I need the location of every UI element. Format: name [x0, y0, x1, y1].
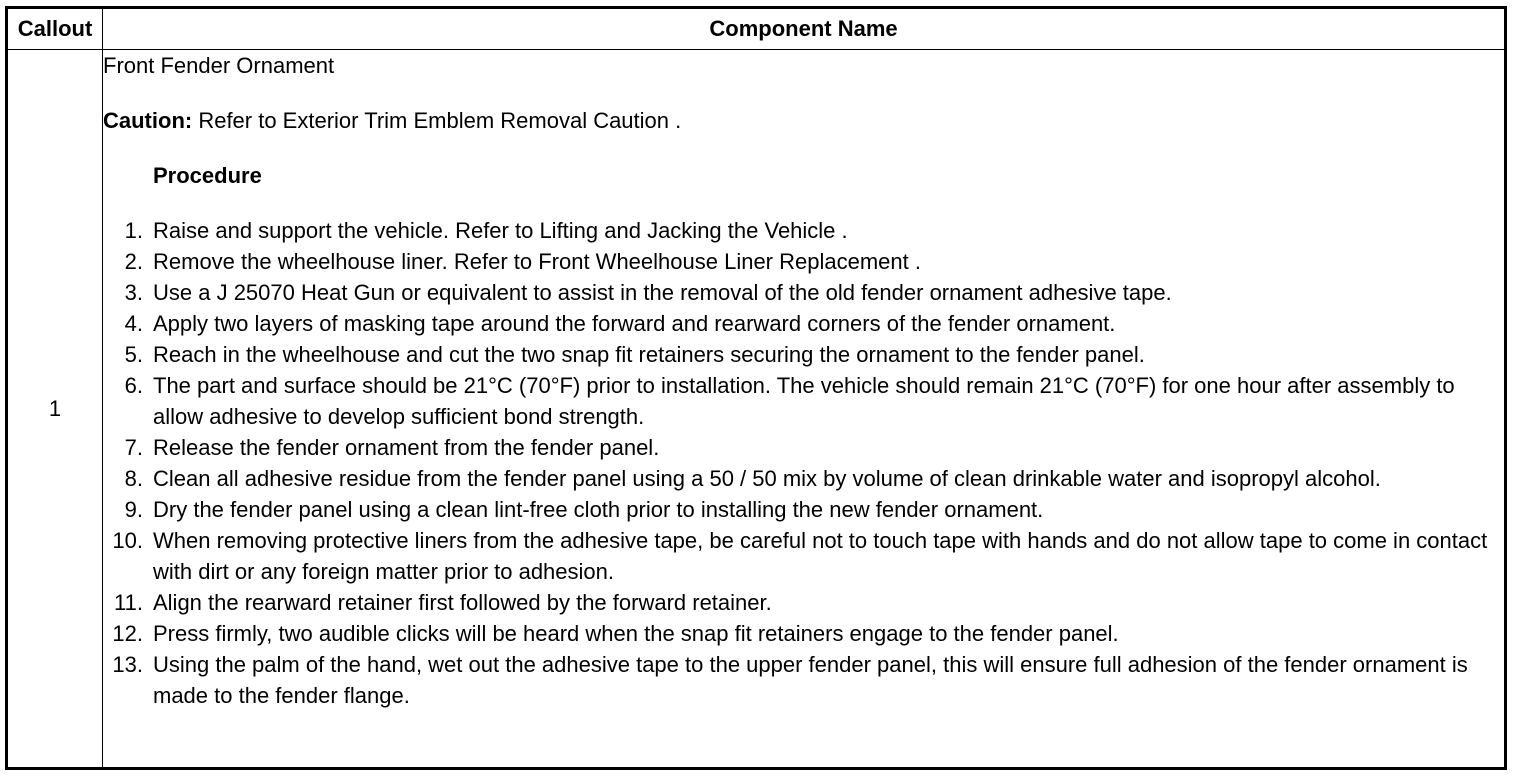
step-number: 8. — [124, 466, 143, 491]
step-number: 9. — [124, 497, 143, 522]
procedure-step — [103, 370, 1504, 432]
procedure-step — [103, 494, 1504, 525]
step-number: 13. — [112, 652, 143, 677]
step-text: Reach in the wheelhouse and cut the two snap fit retainers securing the ornament to the fender panel. — [153, 342, 1145, 367]
caution-label: Caution: — [103, 108, 193, 133]
procedure-step — [103, 525, 1504, 587]
step-text: Using the palm of the hand, wet out the adhesive tape to the upper fender panel, this will ensure full adhesion of the fender ornament is made to the fender flange. — [153, 652, 1468, 708]
header-row — [7, 8, 1506, 50]
caution-note — [103, 105, 1504, 136]
step-number: 11. — [114, 590, 143, 615]
step-text: Use a J 25070 Heat Gun or equivalent to assist in the removal of the old fender ornament adhesive tape. — [153, 280, 1172, 305]
step-number: 3. — [124, 280, 143, 305]
procedure-step — [103, 587, 1504, 618]
procedure-step — [103, 339, 1504, 370]
step-text: Apply two layers of masking tape around the forward and rearward corners of the fender ornament. — [153, 311, 1116, 336]
step-text: When removing protective liners from the adhesive tape, be careful not to touch tape with hands and do not allow tape to come in contact with dirt or any foreign matter prior to adhesion. — [153, 528, 1488, 584]
caution-text: Refer to Exterior Trim Emblem Removal Caution . — [192, 108, 682, 133]
procedure-steps — [103, 215, 1504, 711]
step-number: 10. — [112, 528, 143, 553]
step-number: 6. — [124, 373, 143, 398]
procedure-step — [103, 463, 1504, 494]
callout-header: Callout — [7, 8, 103, 50]
step-number: 12. — [112, 621, 143, 646]
step-text: Press firmly, two audible clicks will be heard when the snap fit retainers engage to the fender panel. — [153, 621, 1119, 646]
procedure-step — [103, 649, 1504, 711]
table-row — [7, 50, 1506, 769]
component-cell — [103, 50, 1506, 769]
callout-cell: 1 — [7, 50, 103, 769]
step-number: 2. — [124, 249, 143, 274]
procedure-heading: Procedure — [153, 163, 262, 188]
step-text: Clean all adhesive residue from the fender panel using a 50 / 50 mix by volume of clean drinkable water and isopropyl alcohol. — [153, 466, 1381, 491]
step-text: Release the fender ornament from the fender panel. — [153, 435, 660, 460]
procedure-step — [103, 246, 1504, 277]
step-text: The part and surface should be 21°C (70°F) prior to installation. The vehicle should remain 21°C (70°F) for one hour after assembly to allow adhesive to develop sufficient bond strength. — [153, 373, 1455, 429]
step-number: 4. — [124, 311, 143, 336]
component-table — [5, 6, 1507, 770]
component-name-header: Component Name — [103, 8, 1506, 50]
step-text: Raise and support the vehicle. Refer to Lifting and Jacking the Vehicle . — [153, 218, 848, 243]
procedure-step — [103, 432, 1504, 463]
step-text: Dry the fender panel using a clean lint-free cloth prior to installing the new fender ornament. — [153, 497, 1044, 522]
step-number: 1. — [124, 218, 143, 243]
component-name: Front Fender Ornament — [103, 53, 335, 78]
procedure-step — [103, 277, 1504, 308]
step-number: 7. — [124, 435, 143, 460]
step-text: Align the rearward retainer first followed by the forward retainer. — [153, 590, 772, 615]
procedure-step — [103, 618, 1504, 649]
procedure-step — [103, 215, 1504, 246]
procedure-step — [103, 308, 1504, 339]
step-number: 5. — [124, 342, 143, 367]
step-text: Remove the wheelhouse liner. Refer to Front Wheelhouse Liner Replacement . — [153, 249, 921, 274]
